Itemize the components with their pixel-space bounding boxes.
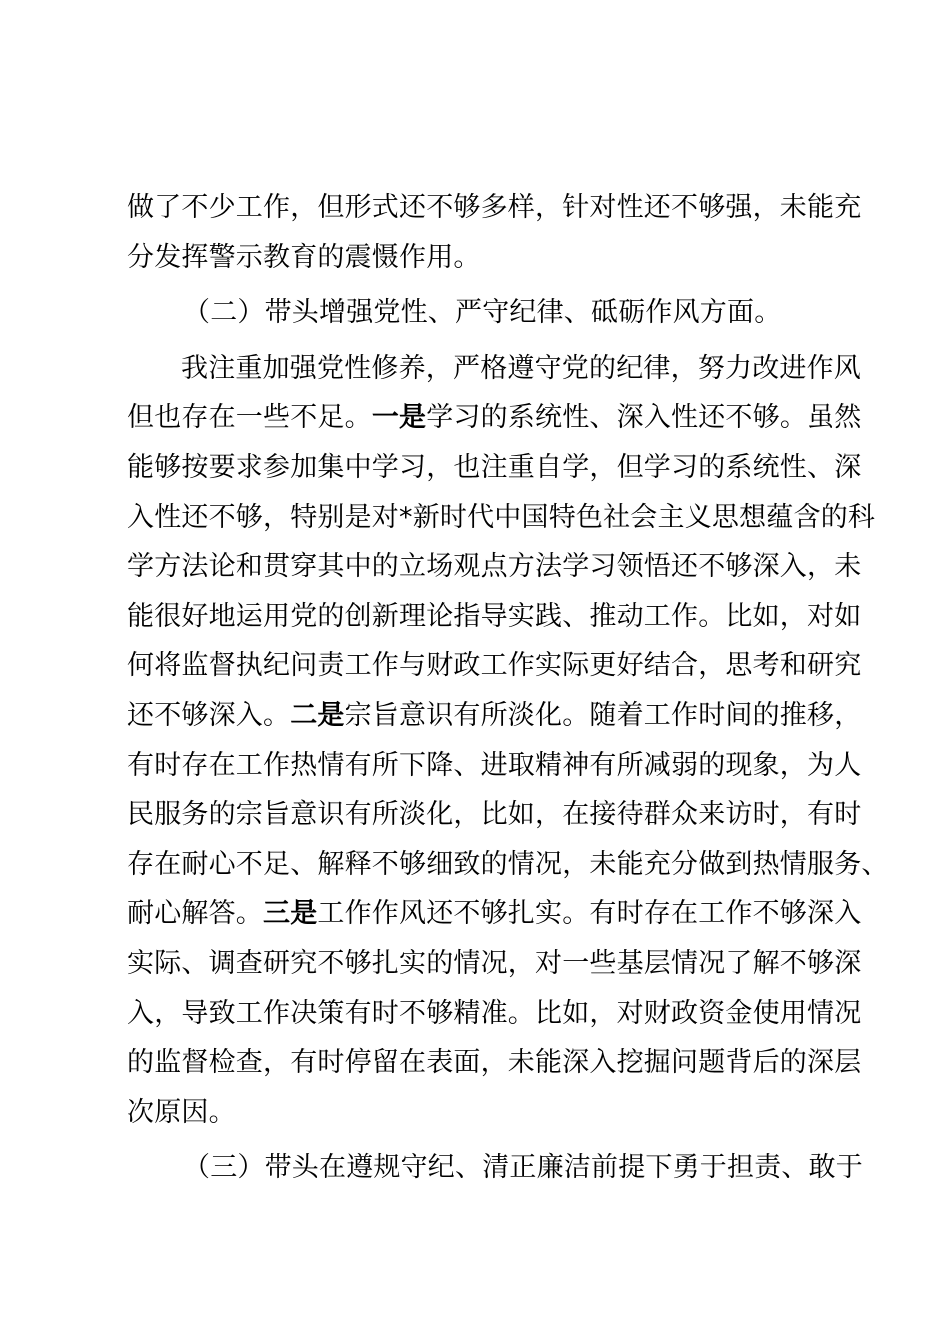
bold-marker: 二是: [290, 699, 345, 731]
text-line: 分发挥警示教育的震慑作用。: [127, 241, 481, 273]
body-text: [127, 183, 889, 1193]
text-line: 耐心解答。三是工作作风还不够扎实。有时存在工作不够深入: [127, 898, 862, 930]
section-heading: （二）带头增强党性、严守纪律、砥砺作风方面。: [183, 297, 782, 329]
bold-marker: 三是: [263, 898, 318, 930]
text-line: 我注重加强党性修养，严格遵守党的纪律，努力改进作风: [181, 352, 861, 384]
text-line: 做了不少工作，但形式还不够多样，针对性还不够强，未能充: [127, 192, 862, 223]
bold-marker: 一是: [371, 402, 427, 434]
section-heading: （三）带头在遵规守纪、清正廉洁前提下勇于担责、敢于: [183, 1152, 863, 1184]
text-line: 存在耐心不足、解释不够细致的情况，未能充分做到热情服务、: [127, 848, 889, 880]
text-line: 何将监督执纪问责工作与财政工作实际更好结合，思考和研究: [127, 650, 862, 682]
text-line: 能很好地运用党的创新理论指导实践、推动工作。比如，对如: [127, 600, 862, 632]
text-line: 民服务的宗旨意识有所淡化，比如，在接待群众来访时，有时: [127, 799, 862, 831]
text-line: 入，导致工作决策有时不够精准。比如，对财政资金使用情况: [127, 997, 862, 1029]
text-line: 实际、调查研究不够扎实的情况，对一些基层情况了解不够深: [127, 947, 862, 979]
text-line: 学方法论和贯穿其中的立场观点方法学习领悟还不够深入，未: [127, 551, 862, 583]
text-line: 有时存在工作热情有所下降、进取精神有所减弱的现象，为人: [127, 749, 862, 781]
text-line: 次原因。: [127, 1096, 236, 1128]
text-line: 能够按要求参加集中学习，也注重自学，但学习的系统性、深: [127, 451, 862, 483]
text-line: 还不够深入。二是宗旨意识有所淡化。随着工作时间的推移，: [127, 699, 862, 731]
text-line: 但也存在一些不足。一是学习的系统性、深入性还不够。虽然: [127, 402, 862, 434]
text-line: 入性还不够，特别是对*新时代中国特色社会主义思想蕴含的科: [127, 501, 876, 533]
text-line: 的监督检查，有时停留在表面，未能深入挖掘问题背后的深层: [127, 1047, 862, 1079]
